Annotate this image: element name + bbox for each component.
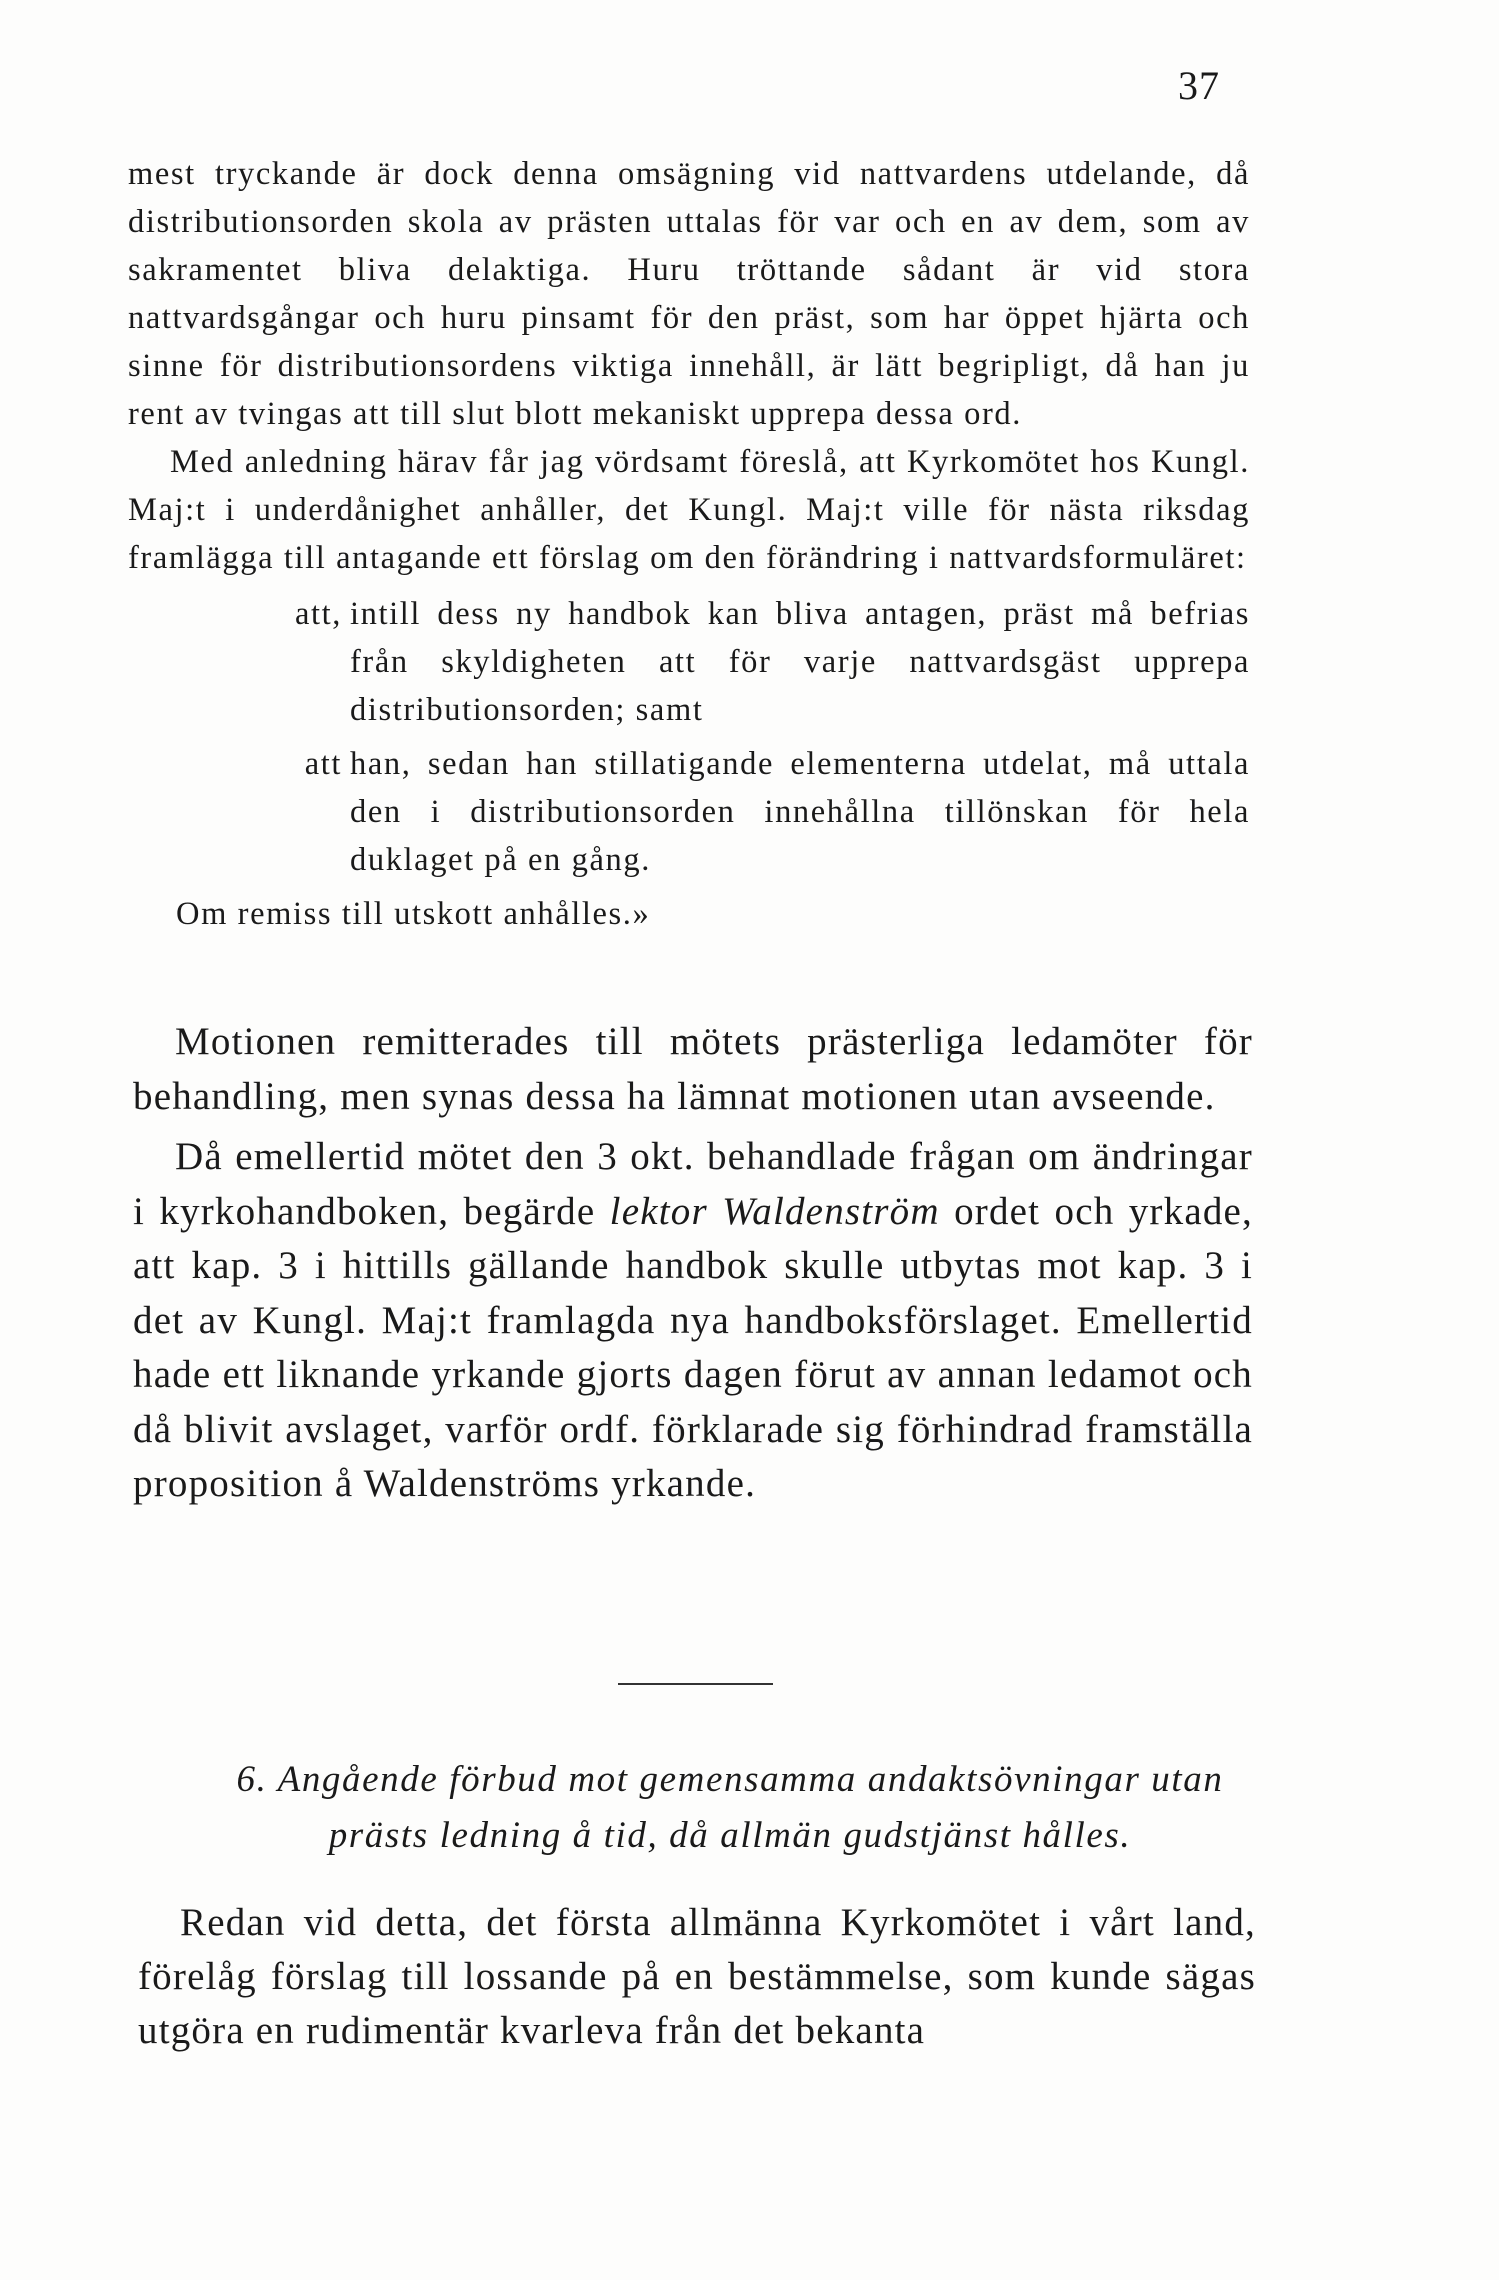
- att-clause-marker: att,: [294, 596, 342, 632]
- italic-name: lektor Waldenström: [609, 1189, 940, 1233]
- att-clause: [128, 740, 1250, 884]
- paragraph-waldenstrom: [133, 1130, 1253, 1512]
- att-clause: [128, 590, 1250, 734]
- att-clause-marker: att: [304, 746, 342, 782]
- paragraph: Redan vid detta, det första allmänna Kyrkomötet i vårt land, förelåg förslag till lossande på en bestämmelse, som kunde sägas utgöra en rudimentär kvarleva från det bekanta: [138, 1901, 1256, 2052]
- section-heading-line: 6. Angående förbud mot gemensamma andaktsövningar utan: [236, 1759, 1224, 1800]
- text-run: Då emellertid mötet den 3 okt. behandlade frågan om ändringar i kyrkohandboken, begärde: [133, 1135, 1253, 1233]
- remiss-line: Om remiss till utskott anhålles.»: [176, 896, 651, 932]
- att-clause-text: han, sedan han stillatigande elementerna utdelat, må uttala den i distributionsorden innehållna tillönskan för hela duklaget på en gång.: [350, 746, 1250, 878]
- motion-quote-block: [128, 150, 1250, 938]
- att-clause-list: [128, 590, 1250, 884]
- section-heading: [190, 1752, 1270, 1864]
- text-run: ordet och yrkade, att kap. 3 i hittills gällande handbok skulle utbytas mot kap. 3 i det av Kungl. Maj:t framlagda nya handboksförslaget. Emellertid hade ett liknande yrkande gjorts dagen förut av annan ledamot och då blivit avslaget, varför ordf. förklarade sig förhindrad framställa proposition å Waldenströms yrkande.: [133, 1189, 1253, 1505]
- section-heading-line: prästs ledning å tid, då allmän gudstjänst hålles.: [328, 1815, 1132, 1856]
- paragraph-proposal: Med anledning härav får jag vördsamt föreslå, att Kyrkomötet hos Kungl. Maj:t i underdånighet anhåller, det Kungl. Maj:t ville för nästa riksdag framlägga till antagande ett förslag om den förändring i nattvardsformuläret:: [128, 444, 1250, 576]
- body-text-block: [133, 1015, 1253, 1512]
- paragraph: Motionen remitterades till mötets prästerliga ledamöter för behandling, men synas dessa ha lämnat motionen utan avseende.: [133, 1020, 1253, 1118]
- section-divider: [618, 1683, 773, 1685]
- att-clause-text: intill dess ny handbok kan bliva antagen, präst må befrias från skyldigheten att för varje nattvardsgäst upprepa distributionsorden; samt: [350, 596, 1250, 728]
- page-number: 37: [1178, 63, 1220, 108]
- section-body: [138, 1896, 1256, 2058]
- paragraph: mest tryckande är dock denna omsägning vid nattvardens utdelande, då distributionsorden skola av prästen uttalas för var och en av dem, som av sakramentet bliva delaktiga. Huru tröttande sådant är vid stora nattvardsgångar och huru pinsamt för den präst, som har öppet hjärta och sinne för distributionsordens viktiga innehåll, är lätt begripligt, då han ju rent av tvingas att till slut blott mekaniskt upprepa dessa ord.: [128, 156, 1250, 432]
